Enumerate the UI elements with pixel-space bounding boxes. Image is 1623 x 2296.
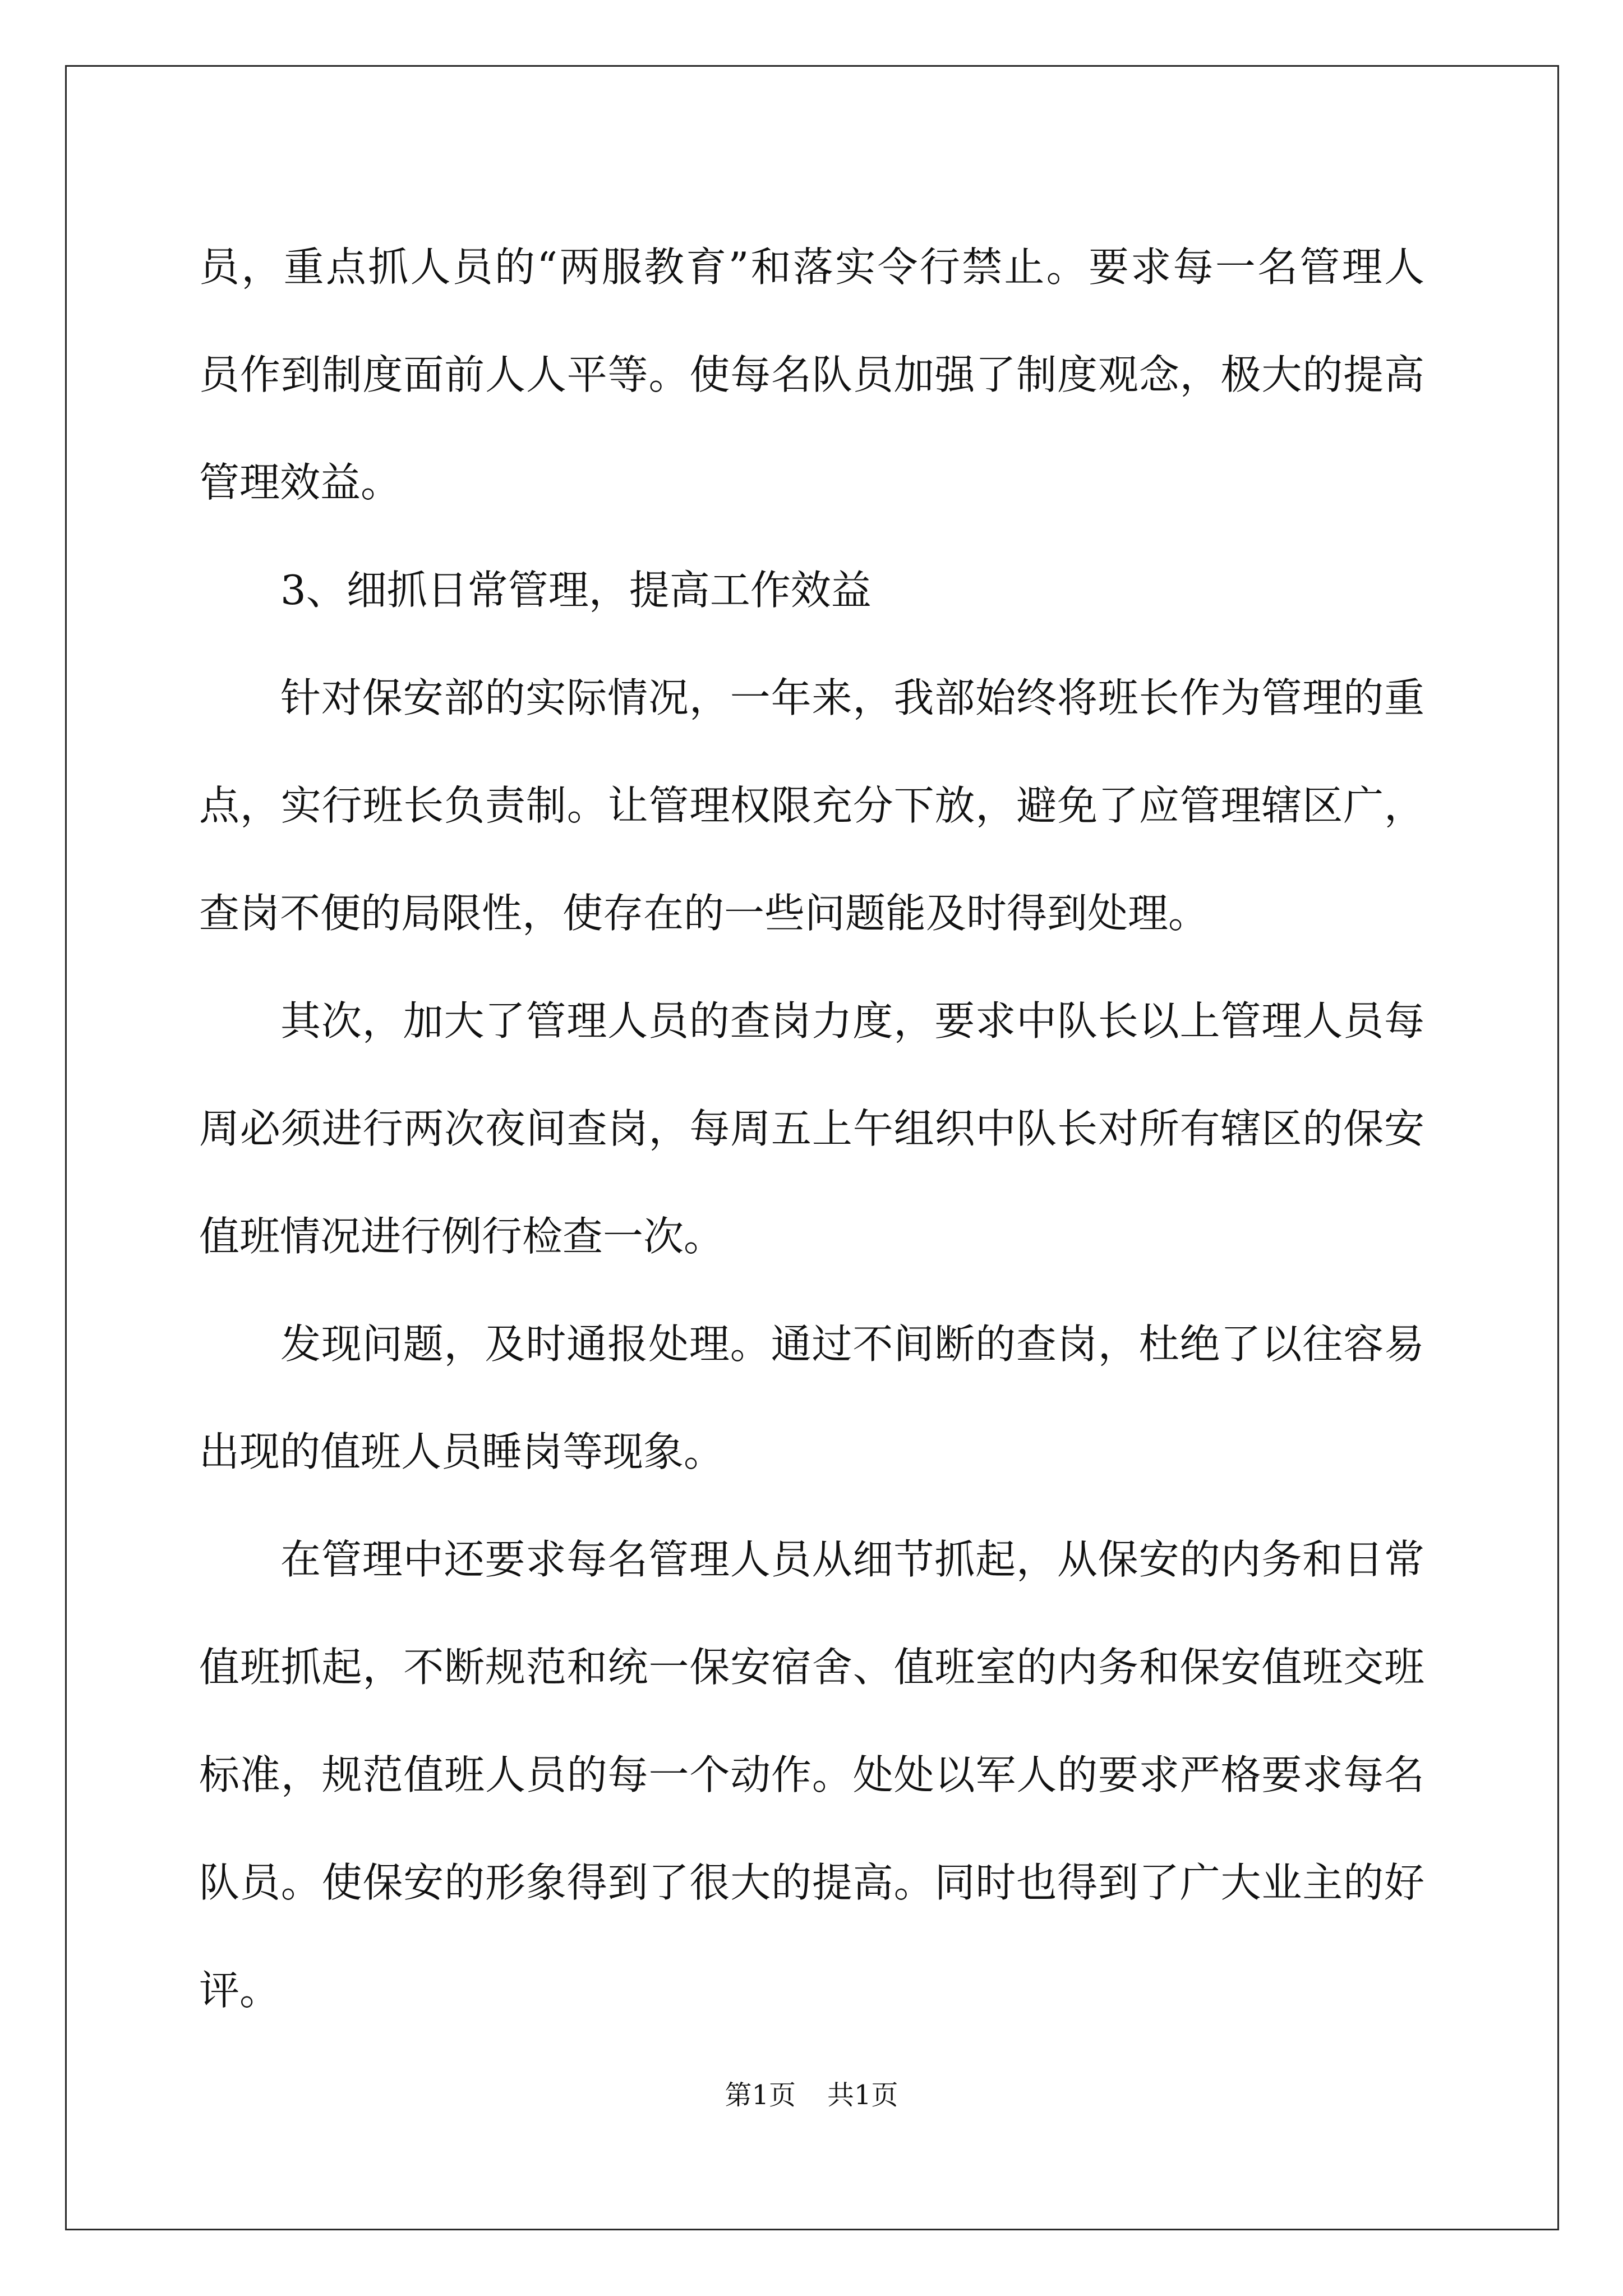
text-line: 出现的值班人员睡岗等现象。: [199, 1428, 725, 1475]
paragraph-first-line: 针对保安部的实际情况，一年来，我部始终将班长作为管理的重: [280, 674, 1424, 721]
paragraph-first-line: 在管理中还要求每名管理人员从细节抓起，从保安的内务和日常: [280, 1536, 1424, 1583]
page-number-total: 共1页: [827, 2079, 898, 2111]
text-line: 点，实行班长负责制。让管理权限充分下放，避免了应管理辖区广，: [199, 782, 1424, 829]
paragraph-first-line: 发现问题，及时通报处理。通过不间断的查岗，杜绝了以往容易: [280, 1320, 1424, 1368]
text-line: 员，重点抓人员的“两服教育”和落实令行禁止。要求每一名管理人: [199, 243, 1424, 291]
text-line: 值班抓起，不断规范和统一保安宿舍、值班室的内务和保安值班交班: [199, 1644, 1424, 1691]
text-line: 标准，规范值班人员的每一个动作。处处以军人的要求严格要求每名: [199, 1751, 1424, 1798]
page-number-current: 第1页: [725, 2079, 796, 2111]
paragraph-first-line: 其次，加大了管理人员的查岗力度，要求中队长以上管理人员每: [280, 997, 1424, 1045]
text-line: 查岗不便的局限性，使存在的一些问题能及时得到处理。: [199, 890, 1209, 937]
section-heading: 3、细抓日常管理，提高工作效益: [280, 567, 872, 614]
text-line: 管理效益。: [199, 459, 402, 506]
document-body: [199, 213, 1424, 2044]
text-line: 员作到制度面前人人平等。使每名队员加强了制度观念，极大的提高: [199, 351, 1424, 398]
text-line: 周必须进行两次夜间查岗，每周五上午组织中队长对所有辖区的保安: [199, 1105, 1424, 1152]
text-line: 评。: [199, 1967, 280, 2014]
text-line: 值班情况进行例行检查一次。: [199, 1213, 725, 1260]
text-line: 队员。使保安的形象得到了很大的提高。同时也得到了广大业主的好: [199, 1859, 1424, 1906]
page-footer: [0, 2078, 1623, 2112]
